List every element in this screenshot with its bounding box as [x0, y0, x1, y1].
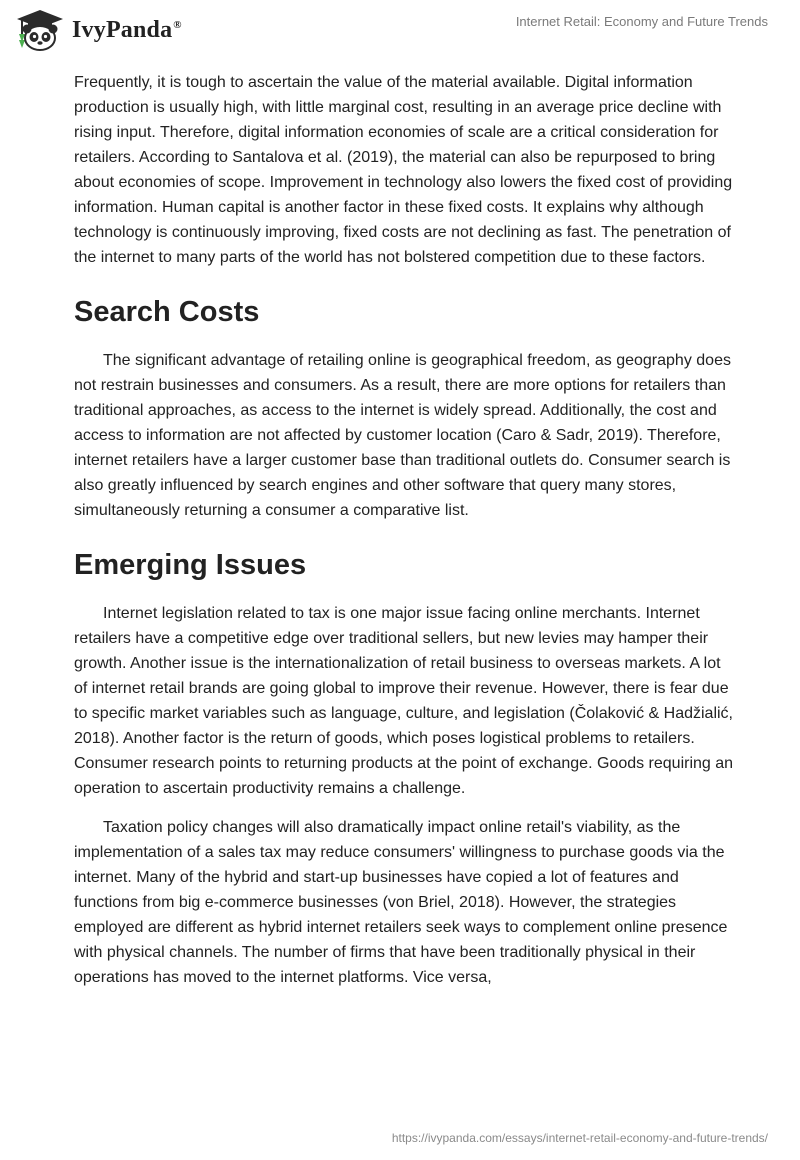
logo-wordmark: IvyPanda®: [72, 16, 182, 43]
source-url-link[interactable]: https://ivypanda.com/essays/internet-retail-economy-and-future-trends/: [391, 1131, 768, 1145]
page-header: [0, 0, 800, 70]
essay-body: [74, 70, 734, 1004]
ivypanda-logo[interactable]: [14, 8, 182, 52]
intro-paragraph: Frequently, it is tough to ascertain the value of the material available. Digital information production is usually high, with little marginal cost, resulting in an average price decline with rising input. Therefore, digital information economies of scale are a critical consideration for retailers. According to Santalova et al. (2019), the material can also be repurposed to bring about economies of scope. Improvement in technology also lowers the fixed cost of providing information. Human capital is another factor in these fixed costs. It explains why although technology is continuously improving, fixed costs are not declining as fast. The penetration of the internet to many parts of the world has not bolstered competition due to these factors.: [74, 74, 733, 266]
emerging-issues-heading: Emerging Issues: [74, 549, 307, 581]
search-costs-heading: Search Costs: [74, 296, 260, 328]
search-costs-paragraph: The significant advantage of retailing online is geographical freedom, as geography does not restrain businesses and consumers. As a result, there are more options for retailers than traditional approaches, as access to the internet is widely spread. Additionally, the cost and access to information are not affected by customer location (Caro & Sadr, 2019). Therefore, internet retailers have a larger customer base than traditional outlets do. Consumer search is also greatly influenced by search engines and other software that query many stores, simultaneously returning a consumer a comparative list.: [74, 352, 731, 519]
emerging-issues-paragraph-2: Taxation policy changes will also dramatically impact online retail's viability, as the implementation of a sales tax may reduce consumers' willingness to purchase goods via the internet. Many of the hybrid and start-up businesses have copied a lot of features and functions from big e-commerce businesses (von Briel, 2018). However, the strategies employed are different as hybrid internet retailers seek ways to complement online presence with physical channels. The number of firms that have been traditionally physical in their operations has moved to the internet platforms. Vice versa,: [74, 819, 728, 986]
panda-graduation-cap-icon: [14, 8, 66, 52]
registered-mark: ®: [173, 18, 182, 31]
document-title: Internet Retail: Economy and Future Trends: [515, 14, 768, 29]
emerging-issues-paragraph-1: Internet legislation related to tax is one major issue facing online merchants. Internet retailers have a competitive edge over traditional sellers, but new levies may hamper their growth. Another issue is the internationalization of retail business to overseas markets. A lot of internet retail brands are going global to improve their revenue. However, there is fear due to specific market variables such as language, culture, and legislation (Čolaković & Hadžialić, 2018). Another factor is the return of goods, which poses logistical problems to retailers. Consumer research points to returning products at the point of exchange. Goods requiring an operation to ascertain productivity remains a challenge.: [74, 605, 734, 797]
